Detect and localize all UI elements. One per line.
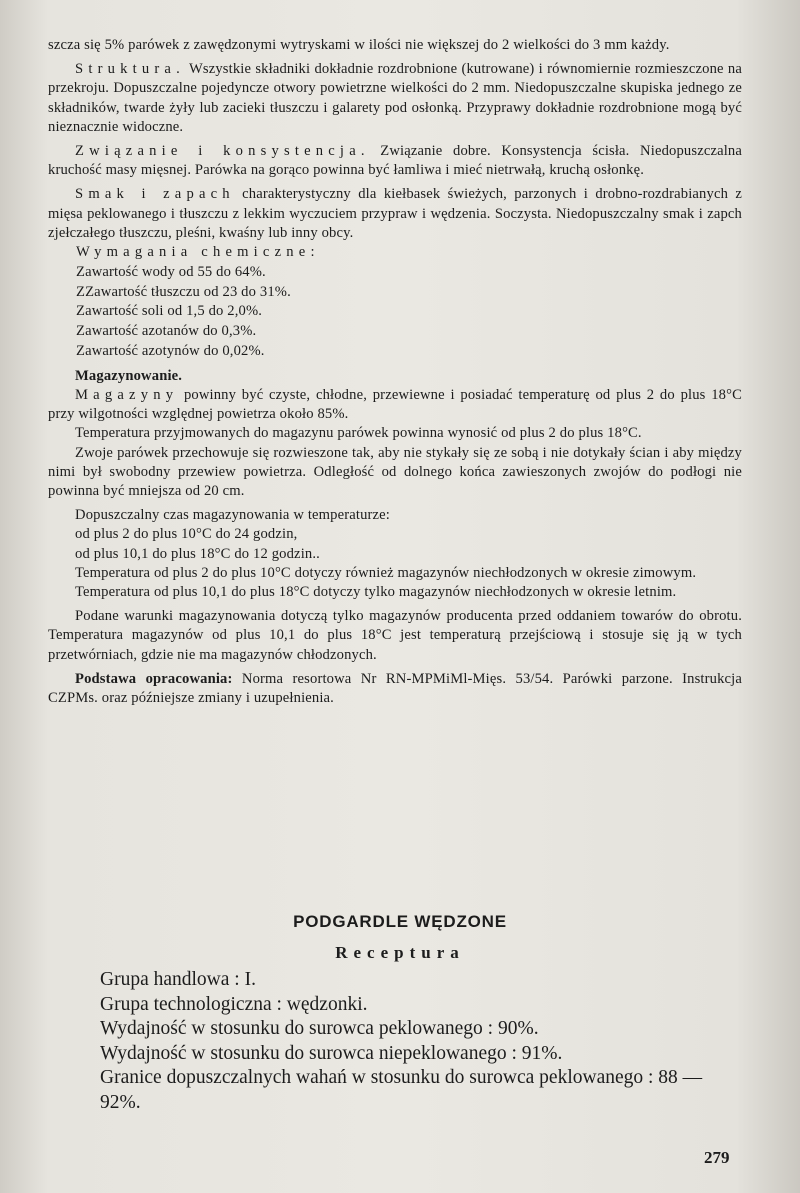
chem-item: Zawartość soli od 1,5 do 2,0%. — [76, 303, 263, 320]
chem-item: Zawartość azotynów do 0,02%. — [76, 343, 265, 360]
text-struktura: Wszystkie składniki dokładnie rozdrobnione (kutrowane) i równomiernie rozmieszczone na przekroju. Dopuszczalne pojedyncze otwory powietrzne wielkości do 2 mm. Niedopuszczalne skupiska jednego ze składników, twarde żyły lub zacieki tłuszczu i galarety pod osłonką. Przyprawy dokładnie rozdrobnione mogą być nieznacznie widoczne. — [48, 61, 742, 135]
recipe-line: Granice dopuszczalnych wahań w stosunku do surowca peklowanego : 88 — 92%. — [100, 1067, 703, 1113]
paragraph-podstawa — [48, 670, 742, 708]
paragraph-lato: Temperatura od plus 10,1 do plus 18°C dotyczy tylko magazynów niechłodzonych w okresie letnim. — [75, 584, 677, 601]
section-subtitle: Receptura — [335, 943, 465, 962]
label-magazyny: Magazyny — [75, 387, 179, 404]
paragraph-struktura — [48, 60, 742, 137]
recipe-line: Grupa handlowa : I. — [100, 969, 256, 990]
recipe-line: Wydajność w stosunku do surowca peklowanego : 90%. — [100, 1018, 539, 1039]
chem-item: Zawartość wody od 55 do 64%. — [76, 263, 266, 280]
paragraph-temperatura: Temperatura przyjmowanych do magazynu parówek powinna wynosić od plus 2 do plus 18°C. — [75, 425, 642, 442]
text-smak: charakterystyczny dla kiełbasek świeżych, parzonych i drobno-rozdrabianych z mięsa peklowanego i tłuszczu z lekkim wyczuciem przypraw i wędzenia. Soczysta. Niedopuszczalny smak i zapch zjełczałego tłuszczu, pleśni, kwaśny lub inny obcy. — [48, 186, 742, 241]
text-wiazanie: Związanie dobre. Konsystencja ścisła. Niedopuszczalna kruchość masy mięsnej. Parówka na gorąco powinna być łamliwa i mieć nietrwałą, kruchą osłonkę. — [48, 143, 742, 179]
page-number: 279 — [704, 1148, 730, 1167]
chem-item: ZZawartość tłuszczu od 23 do 31%. — [76, 283, 291, 300]
text-magazyny: powinny być czyste, chłodne, przewiewne i posiadać temperaturę od plus 2 do plus 18°C przy wilgotności względnej powietrza około 85%. — [48, 387, 742, 423]
recipe-line: Wydajność w stosunku do surowca niepeklowanego : 91%. — [100, 1042, 563, 1064]
paragraph-czas: Dopuszczalny czas magazynowania w temperaturze: — [75, 507, 390, 524]
chem-heading: Wymagania chemiczne: — [76, 244, 320, 261]
label-wiazanie: Związanie i konsystencja. — [75, 143, 370, 160]
paragraph-zima: Temperatura od plus 2 do plus 10°C dotyczy również magazynów niechłodzonych w okresie zimowym. — [75, 564, 697, 581]
paragraph-magazyny — [48, 386, 742, 424]
label-struktura: Struktura. — [75, 61, 185, 78]
recipe-list — [100, 968, 740, 1115]
text-podstawa: Norma resortowa Nr RN-MPMiMl-Mięs. 53/54. Parówki parzone. Instrukcja CZPMs. oraz późniejsze zmiany i uzupełnienia. — [48, 670, 742, 707]
body-text — [48, 36, 742, 708]
czas-item: od plus 2 do plus 10°C do 24 godzin, — [75, 526, 298, 543]
chemical-requirements — [76, 243, 742, 362]
paragraph-wiazanie — [48, 142, 742, 180]
recipe-line: Grupa technologiczna : wędzonki. — [100, 993, 368, 1015]
paragraph-warunki: Podane warunki magazynowania dotyczą tylko magazynów producenta przed oddaniem towarów do obrotu. Temperatura magazynów od plus 10,1 do plus 18°C jest temperaturą przejściową i stosuje się ją w tych przetwórniach, gdzie nie ma magazynów chłodzonych. — [48, 608, 742, 663]
czas-item: od plus 10,1 do plus 18°C do 12 godzin.. — [75, 545, 320, 562]
heading-magazynowanie: Magazynowanie. — [75, 367, 183, 384]
paragraph-zwoje: Zwoje parówek przechowuje się rozwieszone tak, aby nie stykały się ze sobą i nie dotykały ścian i aby między nimi był swobodny przewiew powietrza. Odległość od dolnego końca zawieszonych zwojów do podłogi nie powinna być mniejsza od 20 cm. — [48, 444, 742, 500]
chem-item: Zawartość azotanów do 0,3%. — [76, 323, 257, 340]
label-smak: Smak i zapach — [75, 186, 235, 203]
label-podstawa: Podstawa opracowania: — [75, 670, 233, 687]
paragraph-smak — [48, 185, 742, 243]
paragraph-intro: szcza się 5% parówek z zawędzonymi wytryskami w ilości nie większej do 2 wielkości do 3 mm każdy. — [48, 37, 670, 53]
section-title: PODGARDLE WĘDZONE — [293, 912, 507, 931]
